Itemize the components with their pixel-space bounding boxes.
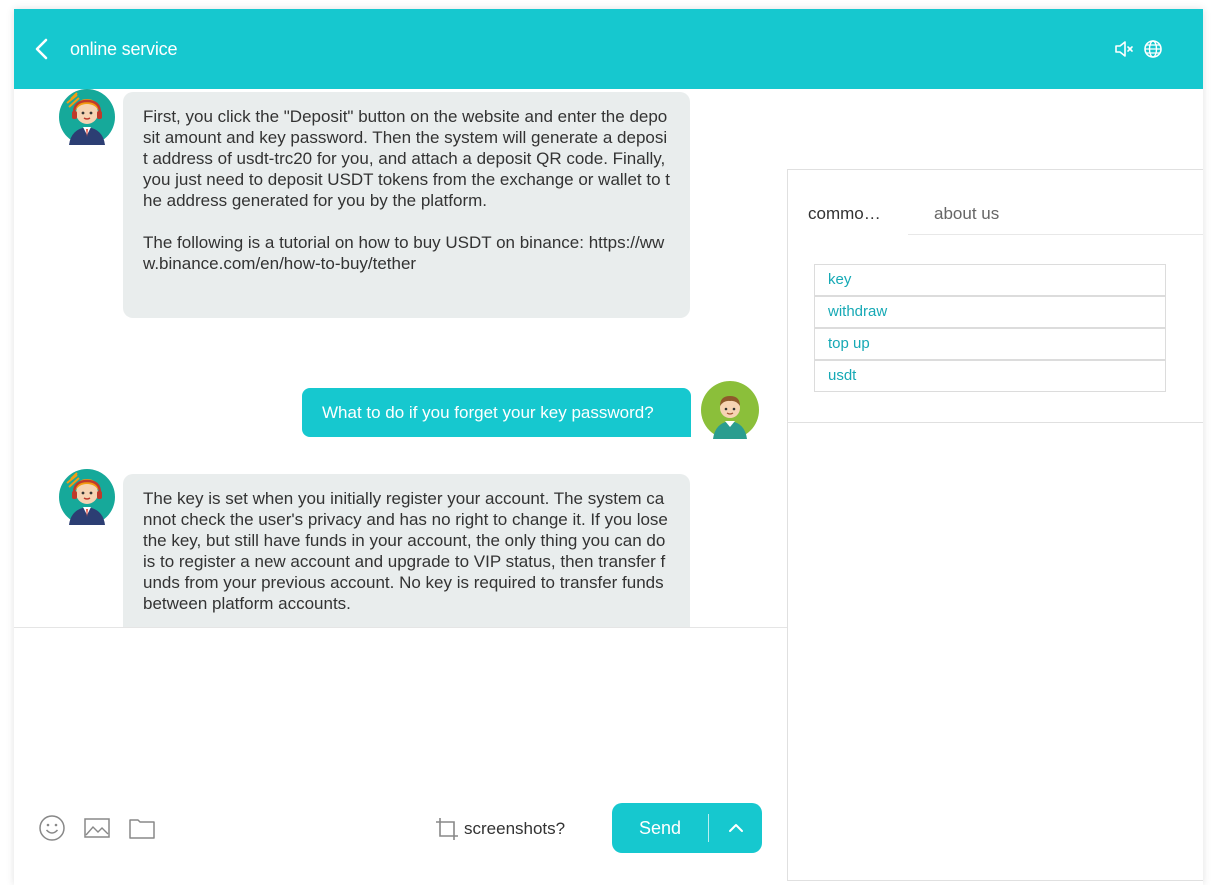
tab-about-us[interactable]: about us	[934, 204, 1000, 223]
user-avatar	[701, 381, 759, 439]
header-title: online service	[70, 39, 178, 59]
agent-message-text: The key is set when you initially register your account. The system cannot check the user's privacy and has no right to change it. If you lose the key, but still have funds in your account, the only thing you can do is to register a new account and upgrade to VIP status, then transfer funds from your previous account. No key is required to transfer funds between platform accounts.	[143, 489, 673, 613]
user-message-text: What to do if you forget your key password?	[322, 403, 654, 422]
agent-message-text: First, you click the "Deposit" button on the website and enter the deposit amount and key password. Then the system will generate a deposit address of usdt-trc20 for you, and attach a deposit QR code. Finally, you just need to deposit USDT tokens from the exchange or wallet to the address generated for you by the platform. The following is a tutorial on how to buy USDT on binance: https://www.binance.com/en/how-to-buy/tether	[143, 107, 670, 273]
faq-item-top-up[interactable]: top up	[814, 328, 1166, 360]
tab-common[interactable]: commo…	[808, 204, 881, 223]
screenshot-button[interactable]	[434, 815, 565, 843]
faq-item-withdraw[interactable]: withdraw	[814, 296, 1166, 328]
speaker-muted-icon[interactable]	[1113, 38, 1135, 60]
side-panel	[787, 169, 1203, 881]
send-button[interactable]: Send	[638, 817, 682, 838]
agent-avatar	[59, 89, 115, 145]
smiley-icon[interactable]	[38, 814, 66, 842]
tab-underline	[908, 234, 1203, 235]
crop-icon	[434, 816, 460, 842]
faq-item-key[interactable]: key	[814, 264, 1166, 296]
screenshot-label: screenshots?	[464, 819, 566, 838]
send-button-group	[612, 803, 762, 853]
agent-message-bubble	[123, 474, 690, 627]
chat-window	[14, 9, 1203, 885]
globe-icon[interactable]	[1142, 38, 1164, 60]
chat-message-area[interactable]	[14, 89, 787, 627]
chevron-left-icon[interactable]	[32, 37, 52, 61]
faq-list	[814, 264, 1166, 392]
agent-avatar	[59, 469, 115, 525]
image-icon[interactable]	[83, 814, 111, 842]
panel-divider	[788, 422, 1203, 423]
folder-icon[interactable]	[128, 814, 156, 842]
header-bar	[14, 9, 1203, 89]
user-message-bubble	[302, 388, 691, 437]
chevron-up-icon[interactable]	[709, 803, 762, 853]
faq-item-usdt[interactable]: usdt	[814, 360, 1166, 392]
agent-message-bubble	[123, 92, 690, 318]
